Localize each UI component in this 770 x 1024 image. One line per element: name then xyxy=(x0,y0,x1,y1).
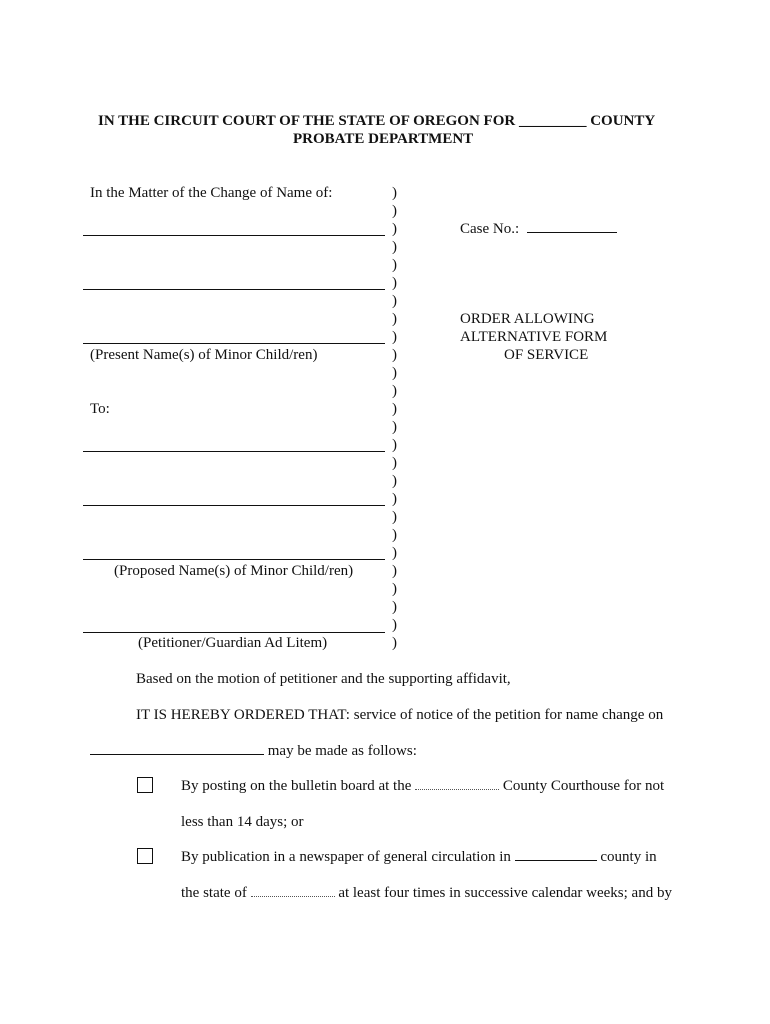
paren: ) xyxy=(392,509,397,525)
paren: ) xyxy=(392,275,397,291)
matter-label: In the Matter of the Change of Name of: xyxy=(90,185,333,201)
paren: ) xyxy=(392,257,397,273)
posting-county-field[interactable] xyxy=(415,788,499,790)
county-blank[interactable]: _________ xyxy=(518,113,587,129)
publication-county-field[interactable] xyxy=(515,859,597,861)
body-paragraph-3-text: may be made as follows: xyxy=(267,743,417,759)
publication-text-c: the state of xyxy=(181,885,247,901)
publication-text-b: county in xyxy=(600,849,657,865)
paren: ) xyxy=(392,563,397,579)
order-title-line2: ALTERNATIVE FORM xyxy=(460,329,608,345)
proposed-names-label: (Proposed Name(s) of Minor Child/ren) xyxy=(114,563,354,579)
petitioner-label: (Petitioner/Guardian Ad Litem) xyxy=(138,635,328,651)
body-paragraph-1: Based on the motion of petitioner and the supporting affidavit, xyxy=(136,671,511,687)
court-header-prefix: IN THE CIRCUIT COURT OF THE STATE OF OREGON FOR xyxy=(98,113,516,129)
present-name-line-1[interactable] xyxy=(83,235,385,236)
proposed-name-line-2[interactable] xyxy=(83,505,385,506)
court-header-line2: PROBATE DEPARTMENT xyxy=(293,131,474,147)
proposed-name-line-1[interactable] xyxy=(83,451,385,452)
paren: ) xyxy=(392,347,397,363)
present-name-line-2[interactable] xyxy=(83,289,385,290)
publication-option-checkbox[interactable] xyxy=(137,848,153,864)
to-label: To: xyxy=(90,401,110,417)
posting-option-text-cont: less than 14 days; or xyxy=(181,814,304,830)
publication-option-text xyxy=(181,848,657,866)
publication-text-a: By publication in a newspaper of general circulation in xyxy=(181,849,511,865)
paren: ) xyxy=(392,203,397,219)
paren: ) xyxy=(392,437,397,453)
posting-text-a: By posting on the bulletin board at the xyxy=(181,778,412,794)
order-title-line3: OF SERVICE xyxy=(504,347,589,363)
paren: ) xyxy=(392,293,397,309)
publication-state-field[interactable] xyxy=(251,895,335,897)
paren: ) xyxy=(392,365,397,381)
case-number-label: Case No.: xyxy=(460,221,520,237)
paren: ) xyxy=(392,473,397,489)
paren: ) xyxy=(392,419,397,435)
petitioner-line[interactable] xyxy=(83,632,385,633)
paren: ) xyxy=(392,599,397,615)
publication-text-d: at least four times in successive calendar weeks; and by xyxy=(338,885,672,901)
paren: ) xyxy=(392,617,397,633)
paren: ) xyxy=(392,545,397,561)
body-paragraph-3 xyxy=(90,742,417,760)
paren: ) xyxy=(392,527,397,543)
paren: ) xyxy=(392,581,397,597)
case-number-field[interactable] xyxy=(527,231,617,233)
paren: ) xyxy=(392,311,397,327)
served-party-field[interactable] xyxy=(90,753,264,755)
posting-text-b: County Courthouse for not xyxy=(502,778,665,794)
posting-option-checkbox[interactable] xyxy=(137,777,153,793)
paren: ) xyxy=(392,221,397,237)
court-header-line1 xyxy=(98,112,655,130)
paren: ) xyxy=(392,185,397,201)
paren: ) xyxy=(392,383,397,399)
court-header-suffix: COUNTY xyxy=(590,113,656,129)
body-paragraph-2: IT IS HEREBY ORDERED THAT: service of notice of the petition for name change on xyxy=(136,707,664,723)
proposed-name-line-3[interactable] xyxy=(83,559,385,560)
paren: ) xyxy=(392,455,397,471)
paren: ) xyxy=(392,491,397,507)
posting-option-text xyxy=(181,777,664,795)
paren: ) xyxy=(392,401,397,417)
present-names-label: (Present Name(s) of Minor Child/ren) xyxy=(90,347,318,363)
order-title-line1: ORDER ALLOWING xyxy=(460,311,595,327)
publication-option-text-cont xyxy=(181,884,672,902)
paren: ) xyxy=(392,635,397,651)
paren: ) xyxy=(392,329,397,345)
paren: ) xyxy=(392,239,397,255)
case-number-row xyxy=(460,220,617,238)
present-name-line-3[interactable] xyxy=(83,343,385,344)
